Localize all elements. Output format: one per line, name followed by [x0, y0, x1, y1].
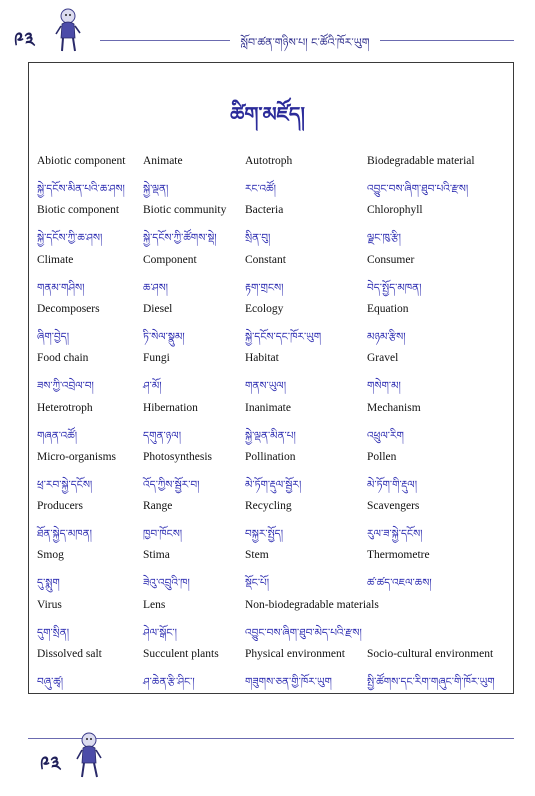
- glossary-term-english: Recycling: [245, 500, 292, 513]
- glossary-term-tibetan: ཚ་ཚད་འཇལ་ཆས།: [367, 577, 432, 590]
- glossary-term-tibetan: སྐྱེ་དངོས་མིན་པའི་ཆ་ཤས།: [37, 183, 125, 195]
- glossary-term-tibetan: མེ་ཏོག་རྡུལ་སྦྱོར།: [245, 478, 302, 491]
- glossary-term-english: Autotroph: [245, 155, 293, 167]
- glossary-term-english: Ecology: [245, 302, 284, 315]
- glossary-term-tibetan: ཕྲ་རབ་སྐྱེ་དངོས།: [37, 478, 93, 491]
- glossary-term-tibetan: འབྱུང་བས་ཞིག་ཐུབ་མེད་པའི་རྫས།: [245, 626, 362, 639]
- glossary-term-tibetan: སྐྱེ་ལྡན་མིན་པ།: [245, 429, 296, 442]
- glossary-term-english: Climate: [37, 253, 74, 266]
- page-number-bottom: ༩༣: [40, 753, 62, 775]
- glossary-term-tibetan: མེ་ཏོག་གི་རྡུལ།: [367, 478, 418, 491]
- glossary-term-english: Physical environment: [245, 648, 345, 660]
- glossary-term-tibetan: དུག་སྲིན།: [37, 626, 70, 639]
- glossary-term-english: Inanimate: [245, 401, 291, 414]
- glossary-term-tibetan: དགུན་ཉལ།: [143, 429, 182, 442]
- glossary-term-tibetan: སྐྱེ་དངོས་ཀྱི་ཆ་ཤས།: [37, 232, 103, 245]
- glossary-term-tibetan: བེད་སྤྱོད་མཁན།: [367, 281, 422, 294]
- glossary-term-tibetan: སྐྱེ་དངོས་དང་ཁོར་ཡུག: [245, 330, 322, 343]
- glossary-term-english: Lens: [143, 598, 166, 611]
- glossary-term-english: Biodegradable material: [367, 155, 475, 167]
- glossary-term-english: Pollen: [367, 450, 397, 463]
- glossary-term-english: Pollination: [245, 450, 296, 463]
- glossary-term-tibetan: ཟེའུ་འབྲུའི་ཁ།: [143, 577, 190, 590]
- glossary-term-english: Consumer: [367, 253, 415, 266]
- glossary-term-english: Non-biodegradable materials: [245, 598, 379, 611]
- glossary-term-tibetan: ཆ་ཤས།: [143, 281, 169, 294]
- glossary-term-tibetan: སྤྱི་ཚོགས་དང་རིག་གཞུང་གི་ཁོར་ཡུག: [367, 676, 495, 688]
- glossary-term-tibetan: གནས་ཡུལ།: [245, 380, 287, 393]
- glossary-term-tibetan: གནམ་གཤིས།: [37, 281, 85, 294]
- glossary-term-tibetan: གཟུགས་ཅན་གྱི་ཁོར་ཡུག: [245, 676, 332, 688]
- glossary-term-english: Mechanism: [367, 401, 421, 414]
- mascot-icon: [53, 6, 83, 54]
- glossary-term-tibetan: ཏི་སེལ་སྣུམ།: [143, 330, 185, 343]
- glossary-term-tibetan: གཞན་འཚོ།: [37, 429, 78, 442]
- glossary-term-english: Chlorophyll: [367, 204, 423, 217]
- glossary-term-tibetan: གསེག་མ།: [367, 380, 401, 393]
- glossary-term-tibetan: སྡོང་པོ།: [245, 577, 270, 590]
- glossary-term-english: Abiotic component: [37, 155, 126, 167]
- glossary-term-tibetan: རུལ་ཟ་སྐྱེ་དངོས།: [367, 528, 423, 541]
- glossary-term-english: Virus: [37, 598, 62, 611]
- glossary-term-english: Photosynthesis: [143, 450, 213, 463]
- glossary-term-english: Stem: [245, 549, 269, 562]
- glossary-term-tibetan: བསྐྱར་སྤྱོད།: [245, 528, 284, 541]
- glossary-term-tibetan: ཤ་མོ།: [143, 380, 162, 393]
- glossary-term-tibetan: འཕྲུལ་རིག: [367, 429, 404, 442]
- glossary-term-tibetan: ཤེལ་སྒོང་།: [143, 626, 177, 639]
- glossary-term-english: Dissolved salt: [37, 648, 102, 660]
- header-rule-left: [100, 40, 230, 41]
- glossary-term-english: Gravel: [367, 352, 399, 365]
- running-title: སློབ་ཚན་གཉིས་པ། ང་ཚོའི་ཁོར་ཡུག: [230, 30, 380, 61]
- page-footer: [0, 728, 535, 790]
- glossary-term-english: Micro-organisms: [37, 450, 117, 463]
- glossary-term-english: Biotic component: [37, 204, 120, 217]
- page-header: [0, 0, 535, 60]
- glossary-term-english: Range: [143, 500, 173, 513]
- glossary-term-tibetan: སྐྱེ་དངོས་ཀྱི་ཚོགས་སྡེ།: [143, 232, 217, 245]
- glossary-term-tibetan: སྲིན་བུ།: [245, 232, 271, 245]
- glossary-term-tibetan: ཟས་ཀྱི་འབྲེལ་བ།: [37, 380, 94, 393]
- glossary-term-english: Succulent plants: [143, 648, 219, 660]
- glossary-term-english: Decomposers: [37, 302, 100, 315]
- glossary-term-english: Fungi: [143, 352, 170, 365]
- glossary-term-tibetan: ལྗང་ཁུ་རྩི།: [367, 232, 401, 245]
- glossary-term-tibetan: ཁྱབ་ཁོངས།: [143, 528, 183, 541]
- glossary-term-tibetan: ཞིག་བྱེད།: [37, 330, 70, 343]
- page-number-top: ༩༣: [14, 29, 36, 51]
- glossary-term-tibetan: བཞུ་ཚྭ།: [37, 676, 64, 688]
- glossary-term-english: Equation: [367, 302, 409, 315]
- glossary-term-tibetan: དུ་སྨུག: [37, 577, 60, 590]
- page-title: ཚིག་མཛོད།: [230, 102, 305, 126]
- glossary-term-english: Scavengers: [367, 500, 420, 513]
- glossary-term-english: Biotic community: [143, 204, 227, 217]
- glossary-term-english: Thermometre: [367, 549, 430, 562]
- glossary-term-tibetan: རང་འཚོ།: [245, 183, 276, 195]
- mascot-icon: [74, 730, 104, 780]
- glossary-term-english: Constant: [245, 253, 286, 266]
- glossary-term-english: Stima: [143, 549, 170, 562]
- glossary-term-english: Animate: [143, 155, 183, 167]
- glossary-term-tibetan: སྐྱེ་ལྡན།: [143, 183, 169, 195]
- glossary-term-english: Socio-cultural environment: [367, 648, 494, 660]
- glossary-term-english: Bacteria: [245, 204, 284, 217]
- glossary-term-tibetan: ཐོན་སྐྱེད་མཁན།: [37, 528, 92, 541]
- glossary-term-english: Producers: [37, 500, 83, 513]
- glossary-term-english: Habitat: [245, 352, 279, 365]
- glossary-term-tibetan: ཤ་ཆེན་རྩི་ཤིང་།: [143, 676, 195, 688]
- glossary-term-tibetan: འོད་ཀྱིས་སྦྱོར་བ།: [143, 478, 200, 491]
- glossary-term-english: Smog: [37, 549, 64, 562]
- glossary-term-tibetan: རྟག་གྲངས།: [245, 281, 284, 294]
- glossary-term-english: Hibernation: [143, 401, 198, 414]
- glossary-term-english: Heterotroph: [37, 401, 93, 414]
- glossary-term-english: Component: [143, 253, 197, 266]
- glossary-term-english: Food chain: [37, 352, 89, 365]
- glossary-term-tibetan: འབྱུང་བས་ཞིག་ཐུབ་པའི་རྫས།: [367, 183, 469, 195]
- glossary-term-english: Diesel: [143, 302, 173, 315]
- glossary-term-tibetan: མཉམ་རྩིས།: [367, 330, 406, 343]
- header-rule-right: [380, 40, 514, 41]
